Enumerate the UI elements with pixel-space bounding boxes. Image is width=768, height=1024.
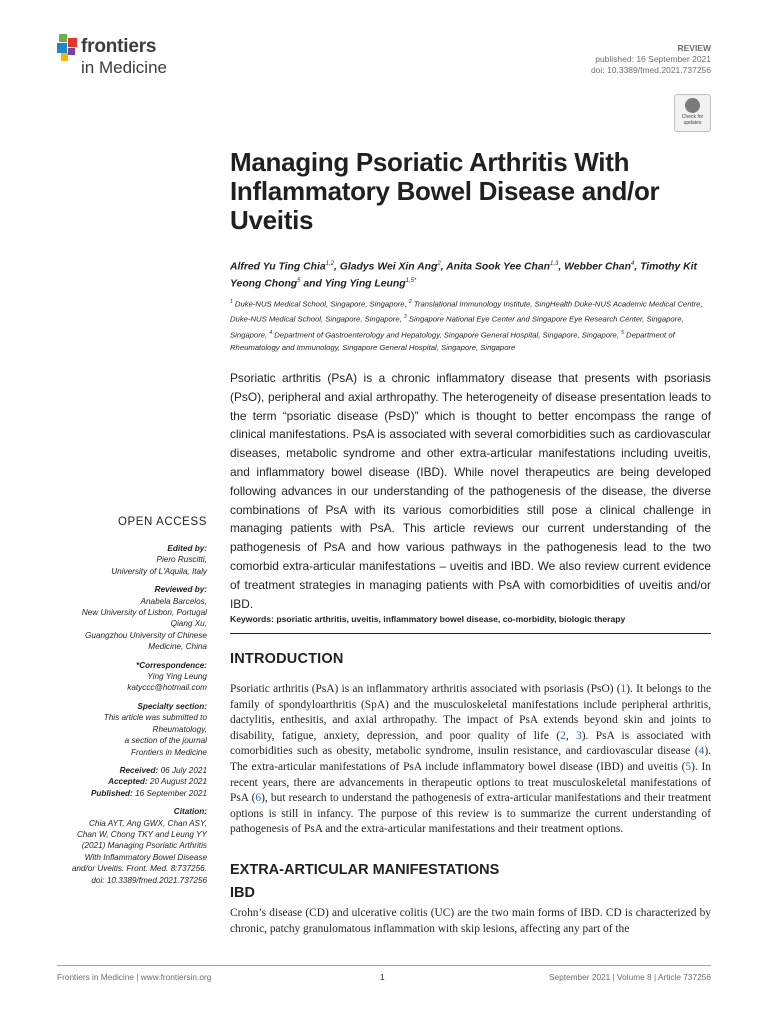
edited-by-block <box>40 543 207 577</box>
reference-link[interactable]: 4 <box>698 745 705 758</box>
correspondence-heading: *Correspondence: <box>136 660 207 670</box>
reviewer-line: Medicine, China <box>148 642 207 652</box>
author-name[interactable]: Anita Sook Yee Chan <box>446 261 551 273</box>
reviewer-line: Qiang Xu, <box>170 619 207 629</box>
affiliation-text: Singapore National Eye Center and Singapore Eye Research Center, Singapore, Singapore, <box>230 314 684 340</box>
reference-link[interactable]: 6 <box>255 792 262 805</box>
author-name[interactable]: Gladys Wei Xin Ang <box>339 261 438 273</box>
affiliation-text: Translational Immunology Institute, SingHealth Duke-NUS Academic Medical Centre, Duke-NUS Medical School, Singapore, Singapore, <box>230 299 703 324</box>
journal-logo-subtitle: in Medicine <box>81 58 167 77</box>
affiliation-text: Duke-NUS Medical School, Singapore, Singapore, <box>232 299 409 309</box>
body-text-run: ). In recent years, there are advancements in therapeutic options to treat musculoskeletal manifestations of PsA ( <box>230 760 711 805</box>
author-affiliation-marker: 1,3 <box>550 261 559 267</box>
specialty-line: a section of the journal <box>124 736 207 746</box>
page-number: 1 <box>380 972 385 982</box>
correspondence-block <box>40 660 207 694</box>
reviewer-line: Guangzhou University of Chinese <box>85 630 207 640</box>
footer-issue-info: September 2021 | Volume 8 | Article 737256 <box>548 972 711 982</box>
published-date: published: 16 September 2021 <box>595 54 711 64</box>
specialty-line: Frontiers in Medicine <box>131 747 207 757</box>
body-text-run: ). PsA is associated with comorbidities such as obesity, metabolic syndrome, insulin resistance, and cardiovascular disease ( <box>230 729 711 758</box>
article-title: Managing Psoriatic Arthritis With Inflammatory Bowel Disease and/or Uveitis <box>230 147 660 235</box>
keywords <box>230 614 710 624</box>
specialty-heading: Specialty section: <box>137 701 207 711</box>
reviewed-by-block <box>40 584 207 652</box>
affiliation-marker: 1 <box>230 299 233 305</box>
citation-line: (2021) Managing Psoriatic Arthritis <box>81 841 207 851</box>
article-doi[interactable]: doi: 10.3389/fmed.2021.737256 <box>590 65 711 75</box>
check-updates-label: Check for updates <box>681 114 704 126</box>
author-affiliation-marker: 5 <box>297 278 301 285</box>
reference-link[interactable]: 5 <box>685 760 692 773</box>
author-affiliation-marker: 1,5* <box>405 278 417 285</box>
ibd-subheading: IBD <box>230 885 255 901</box>
affiliations <box>230 296 710 355</box>
reviewer-line: Anabela Barcelos, <box>140 596 207 606</box>
affiliation-marker: 4 <box>269 329 273 336</box>
specialty-line: This article was submitted to <box>103 713 207 723</box>
footer-divider <box>57 965 711 966</box>
article-type: REVIEW <box>677 43 711 53</box>
reviewer-line: New University of Lisbon, Portugal <box>81 608 207 618</box>
affiliation-text: Department of Gastroenterology and Hepatology, Singapore General Hospital, Singapore, Singapore, <box>272 330 622 340</box>
affiliation-marker: 3 <box>403 314 407 321</box>
citation-block <box>40 806 207 886</box>
body-text-run: ), but research to understand the pathogenesis of extra-articular manifestations and their treatment options is still in infancy. The purpose of this review is to summarize the current understanding of pathogenesis of PsA and the extra-articular manifestations and their treatment options. <box>230 792 711 836</box>
citation-doi[interactable]: doi: 10.3389/fmed.2021.737256 <box>91 875 207 885</box>
author-affiliation-marker: 4 <box>630 261 635 267</box>
specialty-section-block <box>40 701 207 758</box>
body-text-run: Psoriatic arthritis (PsA) is an inflammatory arthritis associated with psoriasis (PsO) ( <box>230 683 621 695</box>
affiliation-text: Department of Rheumatology and Immunology, Singapore General Hospital, Singapore, Singapore <box>230 330 675 352</box>
reviewed-by-heading: Reviewed by: <box>154 585 207 595</box>
keywords-text: psoriatic arthritis, uveitis, inflammatory bowel disease, co-morbidity, biologic therapy <box>276 614 626 624</box>
accepted-date: Accepted: 20 August 2021 <box>108 777 207 787</box>
reference-link[interactable]: 3 <box>576 729 582 742</box>
body-text-run: ). It belongs to the family of spondyloarthritis (SpA) and the musculoskeletal manifestations include peripheral arthritis, dactylitis, enthesitis, and axial arthropathy. The impact of PsA extends beyond skin and joints to disability, fatigue, anxiety, depression, and poor quality of life ( <box>230 683 711 742</box>
author-name[interactable]: Alfred Yu Ting Chia <box>230 261 326 273</box>
citation-line: Chia AYT, Ang GWX, Chan ASY, <box>88 818 207 828</box>
reference-link[interactable]: 1 <box>620 683 627 695</box>
correspondence-name: Ying Ying Leung <box>147 672 207 682</box>
correspondence-email[interactable]: katyccc@hotmail.com <box>127 683 207 693</box>
citation-line: With Inflammatory Bowel Disease <box>84 852 207 862</box>
introduction-heading: INTRODUCTION <box>230 651 344 667</box>
article-info-sidebar <box>40 543 207 893</box>
body-text-run: ). The extra-articular manifestations of PsA include inflammatory bowel disease (IBD) and uveitis ( <box>230 745 711 773</box>
author-affiliation-marker: 2 <box>437 261 441 267</box>
reference-link[interactable]: 2 <box>560 729 566 742</box>
body-text-run: , <box>565 729 577 742</box>
author-affiliation-marker: 1,2 <box>325 261 334 267</box>
check-for-updates-badge[interactable] <box>674 94 711 132</box>
frontiers-logo-icon <box>57 34 79 62</box>
ibd-text: Crohn’s disease (CD) and ulcerative colitis (UC) are the two main forms of IBD. CD is characterized by chronic, patchy granulomatous inflammation with skip lesions, affecting any part of the <box>230 907 711 935</box>
author-name[interactable]: Ying Ying Leung <box>324 278 406 290</box>
article-meta <box>591 43 711 76</box>
editor-line: University of L'Aquila, Italy <box>111 566 207 576</box>
introduction-text <box>230 682 711 838</box>
author-name[interactable]: Timothy Kit Yeong Chong <box>230 261 698 290</box>
check-updates-icon <box>685 98 700 113</box>
extra-articular-heading: EXTRA-ARTICULAR MANIFESTATIONS <box>230 862 500 878</box>
affiliation-marker: 2 <box>408 299 412 305</box>
specialty-line: Rheumatology, <box>152 724 207 734</box>
editor-line: Piero Ruscitti, <box>156 555 207 565</box>
dates-block <box>40 765 207 799</box>
affiliation-marker: 5 <box>621 329 624 336</box>
abstract: Psoriatic arthritis (PsA) is a chronic inflammatory disease that presents with psoriasis (PsO), peripheral and axial arthropathy. The heterogeneity of disease presentation leads to the term “psoriatic disease (PsD)” which is thought to better encompass the range of clinical manifestations. PsA is associated with several comorbidities such as cardiovascular diseases, metabolic syndrome and other extra-articular manifestations including uveitis, and inflammatory bowel disease (IBD). While novel therapeutics are being developed following advances in our understanding of the pathogenesis of the disease, the diverse combinations of PsA with its various comorbidities still pose a clinical challenge in managing patients with PsA. This article reviews our current understanding of the pathogenesis of PsA and how various pathways in the pathogenesis lead to the two comorbid extra-articular manifestations – uveitis and IBD. We also review current evidence of treatment strategies in managing patients with PsA with comorbidities of uveitis and/or IBD. <box>230 371 711 611</box>
edited-by-heading: Edited by: <box>167 544 207 553</box>
journal-logo-word: frontiers <box>81 36 157 57</box>
open-access-label: OPEN ACCESS <box>117 516 207 528</box>
citation-line: Chan W, Chong TKY and Leung YY <box>76 829 207 839</box>
citation-heading: Citation: <box>173 807 207 817</box>
author-name[interactable]: Webber Chan <box>564 261 631 273</box>
footer-journal-link[interactable]: Frontiers in Medicine | www.frontiersin.org <box>57 972 212 982</box>
author-list: Alfred Yu Ting Chia$^{1,2}$, Gladys Wei Xin Ang$^2$, Anita Sook Yee Chan$^{1,3}$, Webber Chan$^4$, Timothy Kit Yeong Chong$^5$ and Ying Ying Leung$^{1,5*}$ <box>230 261 698 290</box>
published-date-sidebar: Published: 16 September 2021 <box>90 788 207 798</box>
keywords-label: Keywords: <box>230 614 274 624</box>
citation-line: and/or Uveitis. Front. Med. 8:737256. <box>71 864 207 874</box>
received-date: Received: 06 July 2021 <box>119 765 207 775</box>
keywords-divider <box>230 633 711 634</box>
